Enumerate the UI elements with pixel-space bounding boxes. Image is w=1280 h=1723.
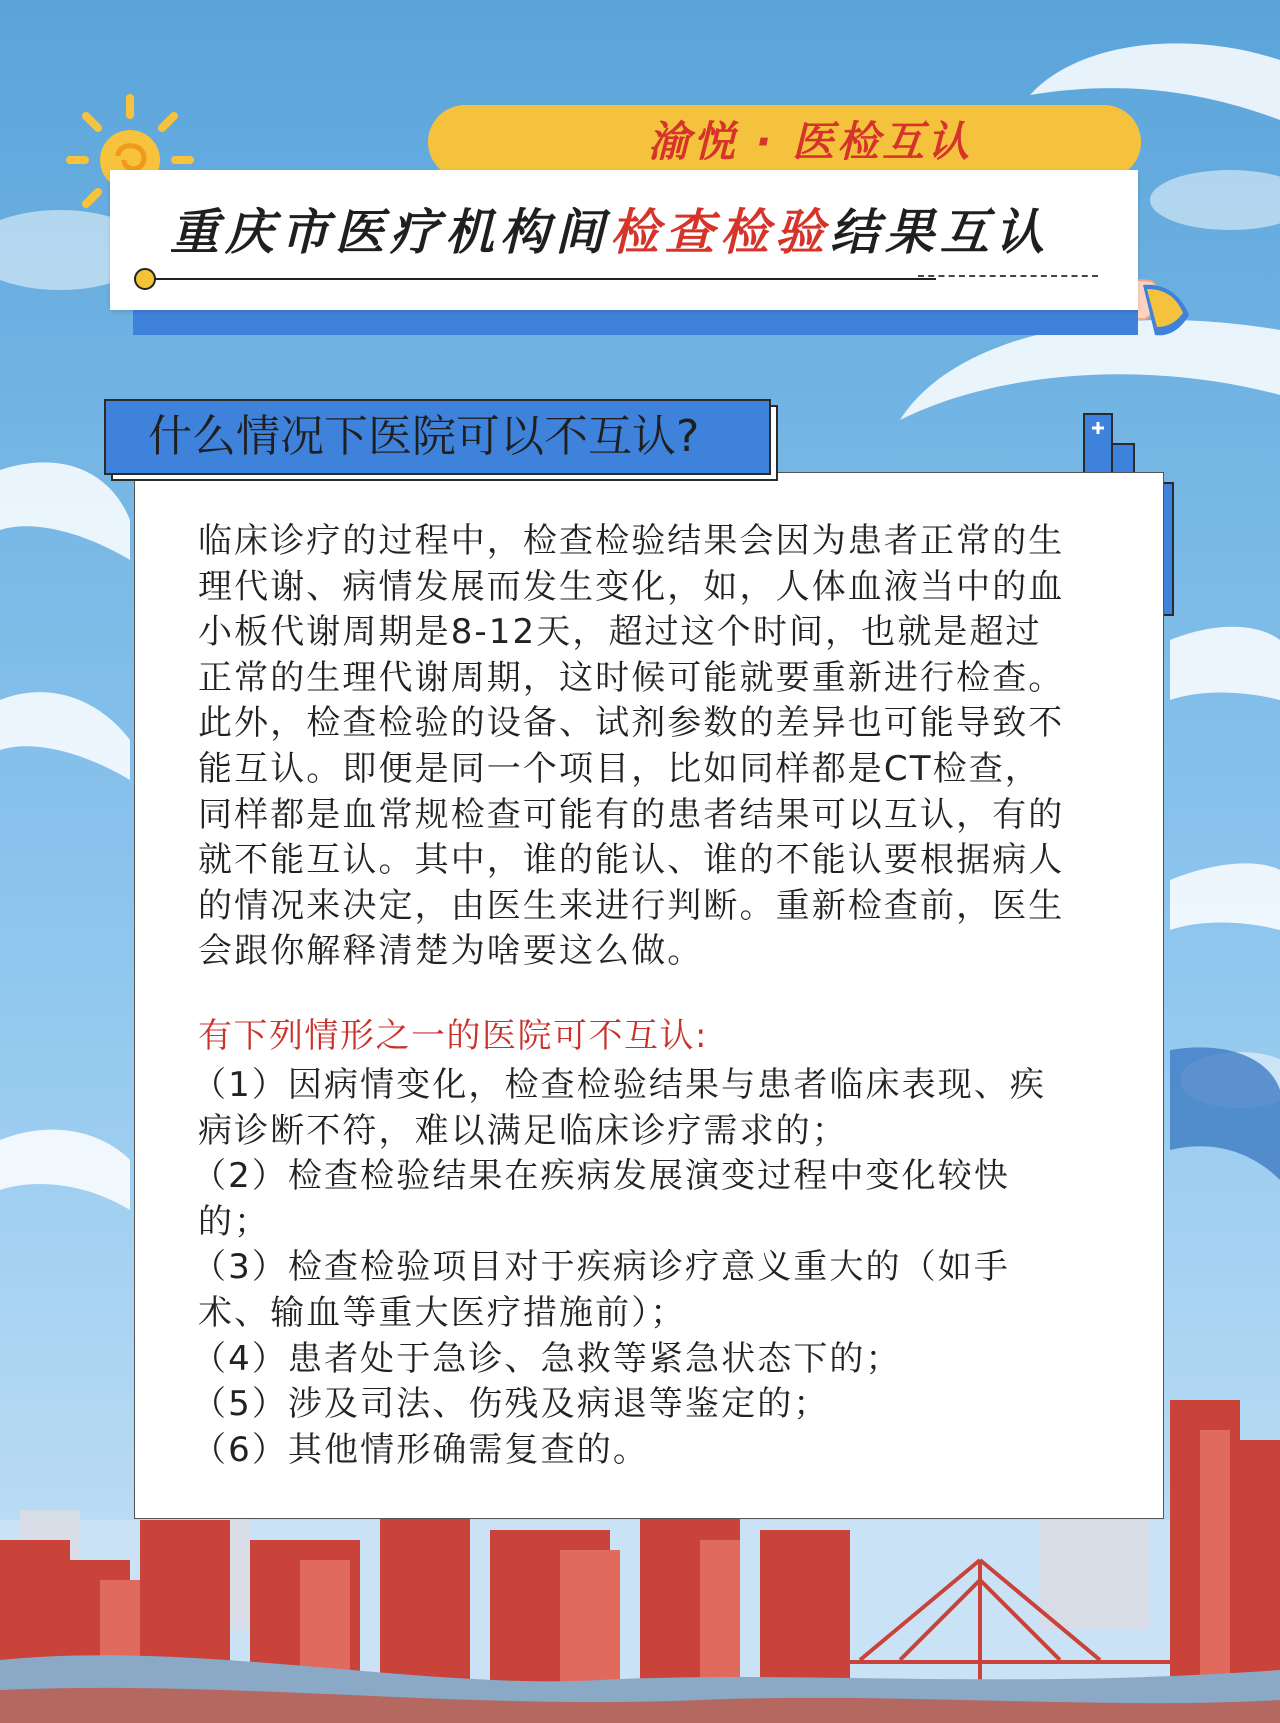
list-item: （5）涉及司法、伤残及病退等鉴定的； [192, 1384, 830, 1425]
section-question: 什么情况下医院可以不互认? [148, 411, 700, 462]
slogan-text: 渝悦 · 医检互认 [647, 117, 973, 166]
paragraph-line: 小板代谢周期是8-12天，超过这个时间，也就是超过 [198, 612, 1042, 653]
title-highlight: 检查检验 [610, 204, 831, 261]
hospital-building-icon [1084, 414, 1134, 474]
paragraph-line: 同样都是血常规检查可能有的患者结果可以互认，有的 [198, 794, 1065, 835]
page-title [170, 200, 1130, 266]
question-tab [104, 399, 771, 475]
paragraph-line: 正常的生理代谢周期，这时候可能就要重新进行检查。 [198, 657, 1065, 698]
content-card [134, 472, 1164, 1519]
list-heading: 有下列情形之一的医院可不互认: [198, 1016, 708, 1056]
list-item-continuation: 的； [198, 1201, 271, 1242]
paragraph-line: 就不能互认。其中，谁的能认、谁的不能认要根据病人 [198, 840, 1065, 881]
banner-dashed-line [918, 275, 1098, 277]
list-item: （6）其他情形确需复查的。 [192, 1429, 649, 1470]
paragraph-line: 能互认。即便是同一个项目，比如同样都是CT检查， [198, 748, 1041, 789]
title-part-1: 重庆市医疗机构间 [170, 204, 611, 261]
list-item: （3）检查检验项目对于疾病诊疗意义重大的（如手 [192, 1247, 1010, 1288]
list-item-continuation: 术、输血等重大医疗措施前）； [198, 1292, 687, 1333]
explanation-paragraph [198, 519, 1118, 975]
paragraph-line: 临床诊疗的过程中，检查检验结果会因为患者正常的生 [198, 521, 1065, 561]
conditions-list [192, 1063, 1122, 1473]
list-item: （1）因病情变化，检查检验结果与患者临床表现、疾 [192, 1065, 1047, 1105]
list-item-continuation: 病诊断不符，难以满足临床诊疗需求的； [198, 1110, 848, 1151]
list-item: （4）患者处于急诊、急救等紧急状态下的； [192, 1338, 902, 1379]
banner-underline [146, 278, 936, 280]
paragraph-line: 此外，检查检验的设备、试剂参数的差异也可能导致不 [198, 703, 1065, 744]
banner-dot [134, 268, 156, 290]
paragraph-line: 会跟你解释清楚为啥要这么做。 [198, 931, 704, 972]
title-banner [110, 170, 1138, 310]
paragraph-line: 的情况来决定，由医生来进行判断。重新检查前，医生 [198, 885, 1065, 926]
paragraph-line: 理代谢、病情发展而发生变化，如，人体血液当中的血 [198, 566, 1065, 607]
list-item: （2）检查检验结果在疾病发展演变过程中变化较快 [192, 1156, 1010, 1197]
title-part-2: 结果互认 [830, 204, 1051, 261]
